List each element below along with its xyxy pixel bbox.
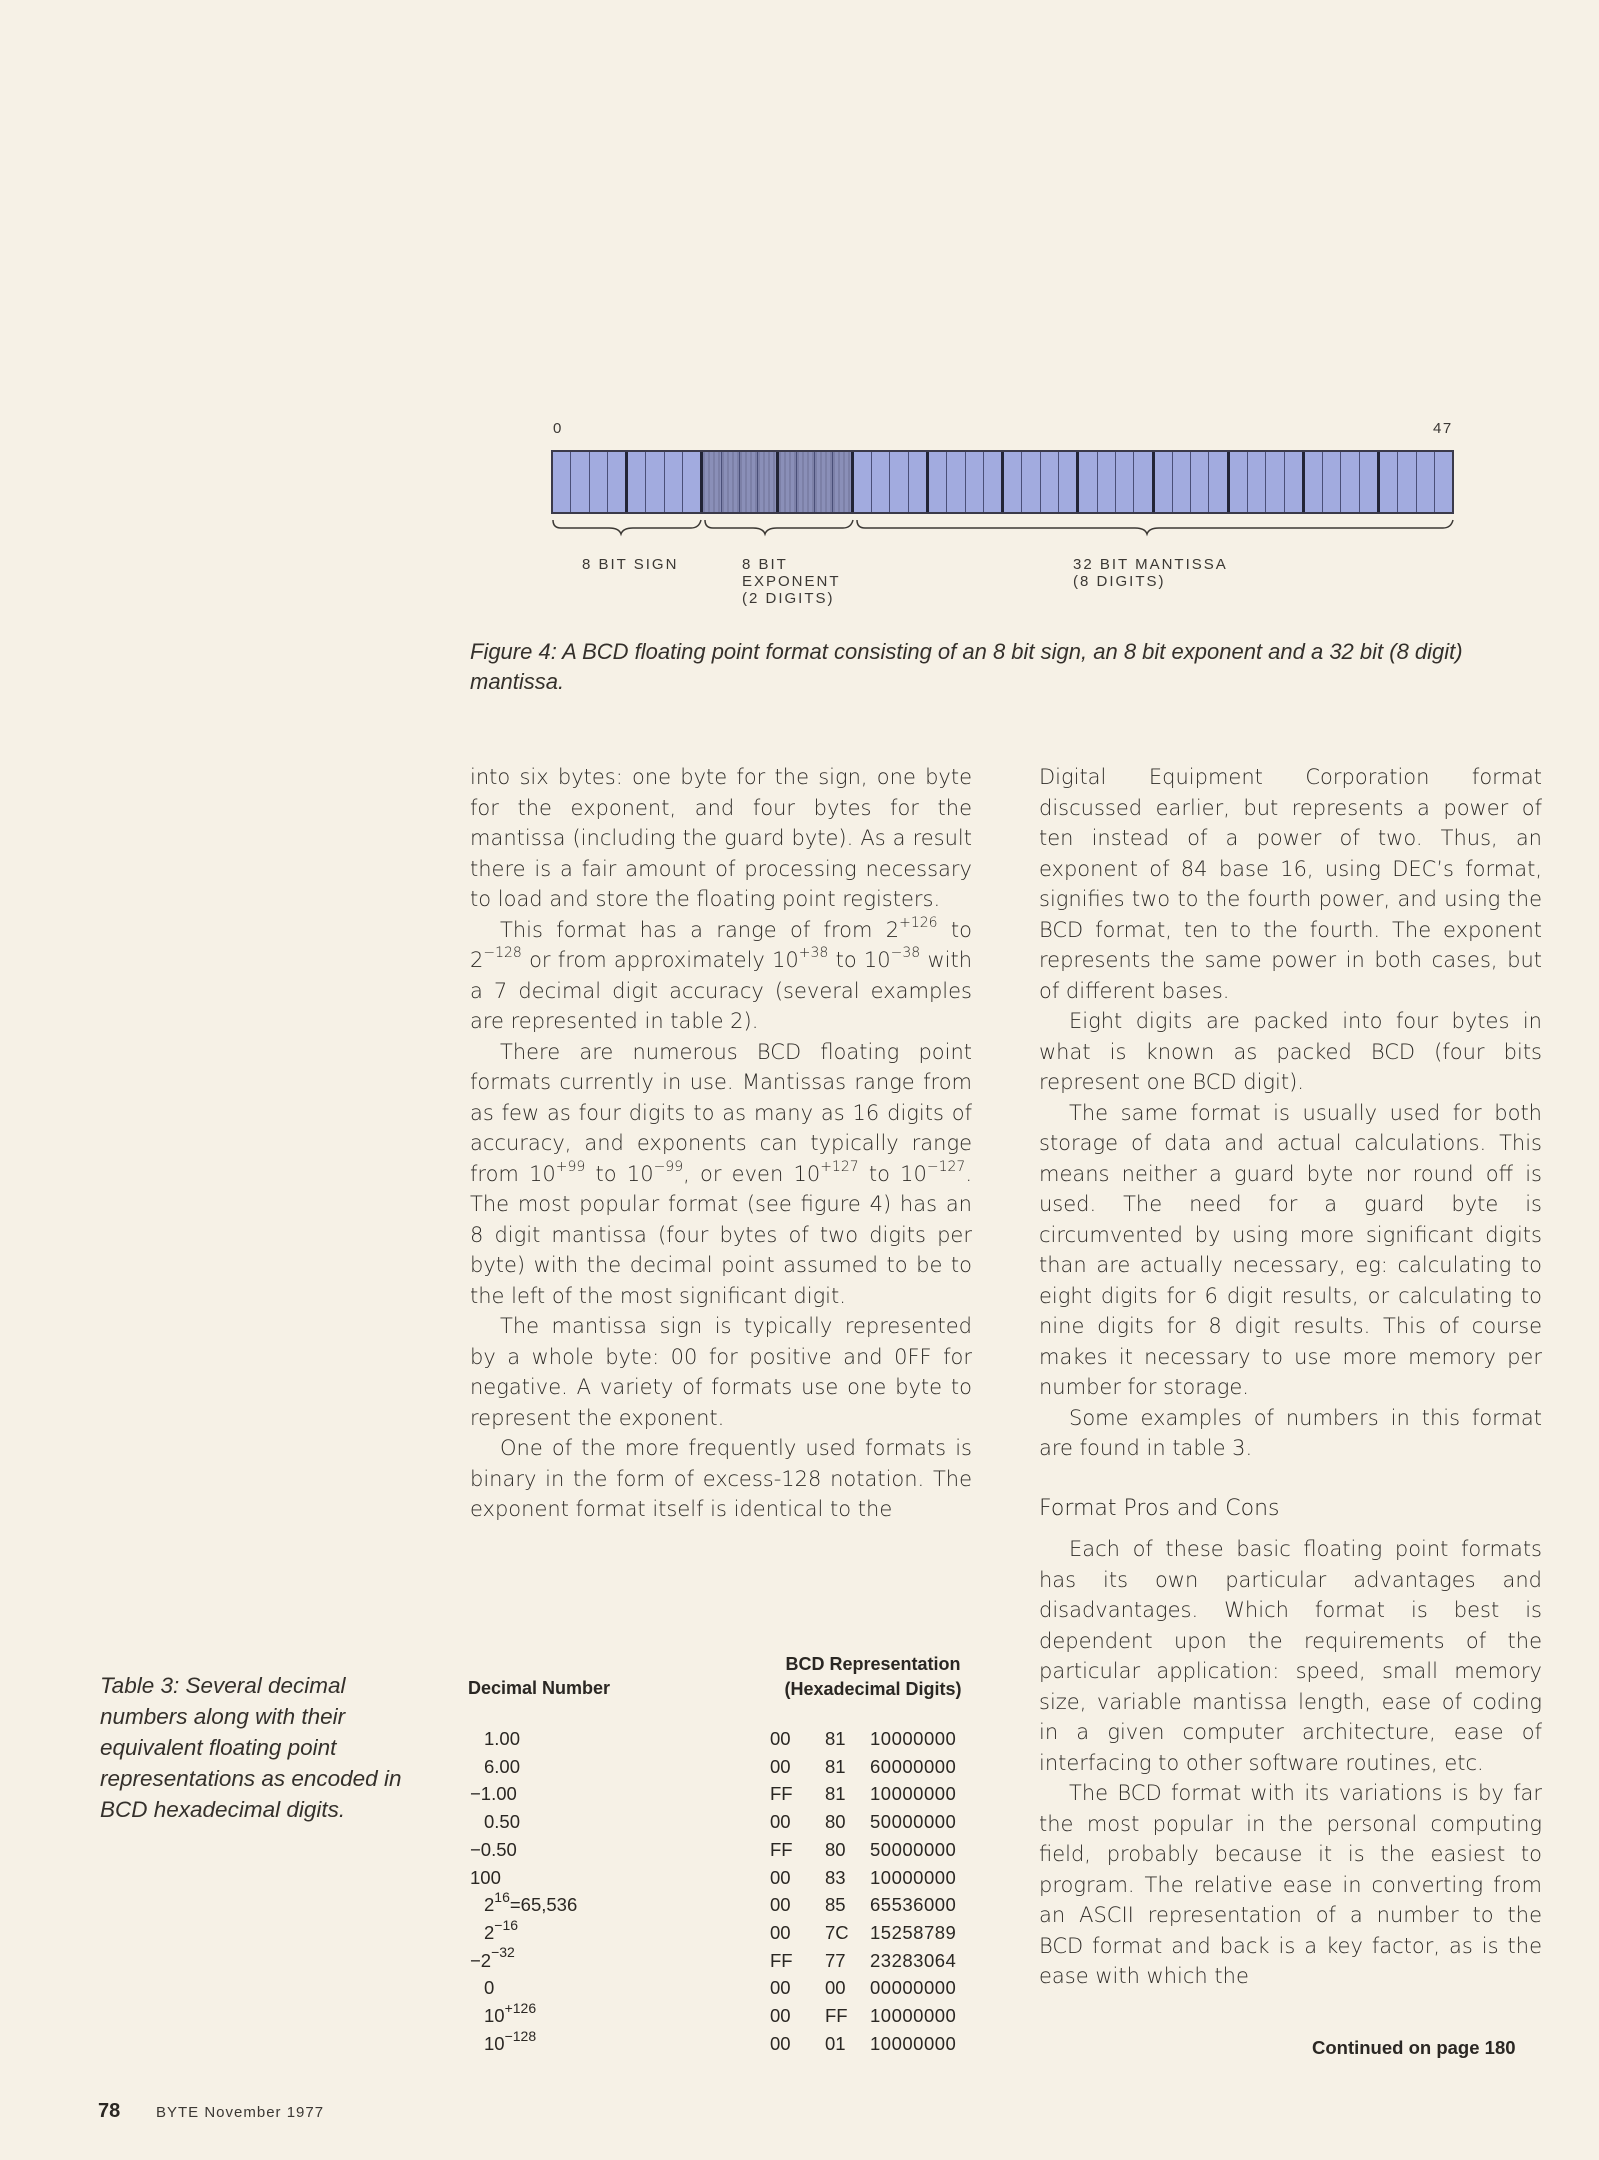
exponent-byte: 80 [825,1838,846,1860]
decimal-value: $2^{16}=65,536$ [484,1889,578,1916]
mantissa-digits: 23283064 [870,1949,957,1971]
mantissa-digits: 10000000 [870,1783,957,1805]
paragraph: This format has a range of from $2^{+126}$ to $2^{-128}$ or from approximately $10^{+38}$ to $10^{-38}$ with a 7 decimal digit accuracy (several examples are represented in table 2). [470,914,973,1033]
mantissa-digits: 65536000 [870,1894,957,1916]
bit-cell [1059,452,1079,512]
bit-cell [1191,452,1209,512]
bit-cell [1305,452,1323,512]
bit-cell [608,452,628,512]
bit-cell [1209,452,1229,512]
sign-byte: 00 [770,1755,791,1777]
table-row [470,1916,990,1950]
table-row [470,1867,990,1895]
paragraph: Some examples of numbers in this format are found in table 3. [1039,1405,1542,1460]
bit-cell [1417,452,1435,512]
bit-cell [740,452,758,512]
table-header-bcd-line: (Hexadecimal Digits) [784,1679,962,1699]
bit-cell [1079,452,1097,512]
bit-cell [683,452,703,512]
bit-cell [1323,452,1341,512]
page-number: 78 [98,2100,121,2122]
exponent-byte: 00 [825,1977,846,1999]
paragraph: There are numerous BCD floating point formats currently in use. Mantissas range from as few as four digits to as many as 16 digits of accuracy, and exponents can typically range from $10^{+99}$ to $10^{-99}$, or even $10^{+127}$ to $10^{-127}$. The most popular format (see figure 4) has an 8 digit mantissa (four bytes of two digits per byte) with the decimal point assumed to be to the left of the most significant digit. [470,1039,972,1308]
table-row [470,1756,990,1784]
exponent-byte: 85 [825,1894,846,1916]
bit-cell [1248,452,1266,512]
exponent-field-label [742,556,841,607]
decimal-value: −0.50 [470,1838,517,1860]
mantissa-digits: 10000000 [870,2005,957,2026]
exponent-byte: 7C [825,1921,849,1943]
table-caption: Table 3: Several decimal numbers along with their equivalent floating point representations as encoded in BCD hexadecimal digits. [100,1673,402,1822]
exponent-byte: 81 [825,1783,846,1805]
bit-cell [1435,452,1452,512]
section-heading: Format Pros and Cons [1039,1495,1280,1521]
bit-cell [947,452,965,512]
bit-cell [1266,452,1284,512]
bit-start-label: 0 [553,420,563,437]
paragraph: Digital Equipment Corporation format discussed earlier, but represents a power of ten instead of a power of two. Thus, an exponent of 84 base 16, using DEC’s format, signifies two to the fourth power, and using the BCD format, ten to the fourth. The exponent represents the same power in both cases, but of different bases. [1039,765,1542,1003]
decimal-value: 6.00 [484,1755,521,1777]
sign-byte: 00 [770,1921,791,1943]
bit-cell [1380,452,1398,512]
bit-cell [1398,452,1416,512]
figure-4 [545,420,1460,620]
bit-cell [646,452,664,512]
bit-cell [929,452,947,512]
bit-cell [966,452,984,512]
bit-cell [1360,452,1380,512]
bit-cell [909,452,929,512]
table-header-decimal: Decimal Number [468,1678,611,1698]
table-header-bcd [770,1652,976,1702]
exponent-byte: FF [825,2005,848,2026]
bit-field-bar [551,450,1454,514]
table-row [470,1811,990,1839]
exponent-byte: 81 [825,1728,846,1749]
decimal-value: $-2^{-32}$ [470,1944,515,1971]
mantissa-digits: 60000000 [870,1755,957,1777]
decimal-value: 1.00 [484,1728,521,1749]
exponent-brace [705,520,853,534]
mantissa-digits: 00000000 [870,1977,957,1999]
sign-byte: FF [770,1949,793,1971]
table-row [470,2027,990,2061]
decimal-value: 0 [484,1977,495,1999]
sign-byte: FF [770,1783,793,1805]
sign-byte: 00 [770,1977,791,1999]
sign-byte: FF [770,1838,793,1860]
mantissa-field-label [1073,556,1228,590]
exponent-byte: 83 [825,1866,846,1888]
bit-cell [890,452,908,512]
table-row [470,1944,990,1978]
continued-note: Continued on page 180 [1312,2037,1516,2058]
bit-end-label: 47 [1433,420,1453,437]
field-braces [545,518,1460,538]
bit-cell [833,452,853,512]
decimal-value: $10^{+126}$ [484,1999,537,2026]
exponent-label-line: (2 DIGITS) [742,590,835,607]
bit-cell [628,452,646,512]
bit-cell [1155,452,1173,512]
decimal-value: −1.00 [470,1783,517,1805]
sign-byte: 00 [770,1728,791,1749]
bit-cell [1022,452,1040,512]
mantissa-label-line: 32 BIT MANTISSA [1073,556,1228,573]
bit-cell [1004,452,1022,512]
bit-cell [854,452,872,512]
sign-field-label: 8 BIT SIGN [582,556,679,573]
bit-cell [779,452,797,512]
exponent-byte: 81 [825,1755,846,1777]
bit-cell [1341,452,1359,512]
table-row [470,1839,990,1867]
paragraph: The same format is usually used for both storage of data and actual calculations. This means neither a guard byte nor round off is used. The need for a guard byte is circumvented by using more significant digits than are actually necessary, eg: calculating to eight digits for 6 digit results, or calculating to nine digits for 8 digit results. This of course makes it necessary to use more memory per number for storage. [1039,1100,1542,1399]
figure-caption: Figure 4: A BCD floating point format consisting of an 8 bit sign, an 8 bit exponent and a 32 bit (8 digit) mantissa. [470,639,1463,694]
decimal-value: 0.50 [484,1811,521,1833]
decimal-value: 100 [470,1866,501,1888]
bit-cell [703,452,721,512]
bit-cell [1041,452,1059,512]
exponent-byte: 80 [825,1811,846,1833]
right-column [1039,762,1542,1992]
bit-cell [872,452,890,512]
mantissa-digits: 10000000 [870,1728,957,1749]
table-row [470,1977,990,2005]
bit-cell [1098,452,1116,512]
exponent-label-line: 8 BIT [742,556,788,573]
exponent-byte: 77 [825,1949,846,1971]
sign-byte: 00 [770,1894,791,1916]
sign-brace [553,520,701,534]
publication-name: BYTE November 1977 [156,2104,325,2121]
mantissa-digits: 50000000 [870,1838,957,1860]
bit-cell [1134,452,1154,512]
sign-byte: 00 [770,1811,791,1833]
paragraph: into six bytes: one byte for the sign, one byte for the exponent, and four bytes for the mantissa (including the guard byte). As a result there is a fair amount of processing necessary to load and store the floating point registers. [470,765,972,911]
mantissa-digits: 50000000 [870,1811,957,1833]
table-header-bcd-line: BCD Representation [785,1654,961,1674]
mantissa-digits: 10000000 [870,2032,957,2054]
paragraph: Each of these basic floating point formats has its own particular advantages and disadvantages. Which format is best is dependent upon the requirements of the particular application: speed, small memory size, variable mantissa length, ease of coding in a given computer architecture, ease of interfacing to other software routines, etc. [1039,1537,1542,1775]
table-row [470,1889,990,1922]
bit-cell [722,452,740,512]
paragraph: One of the more frequently used formats is binary in the form of excess-128 notation. The exponent format itself is identical to the [470,1436,972,1521]
bit-cell [1285,452,1305,512]
bit-cell [1173,452,1191,512]
bit-cell [1116,452,1134,512]
mantissa-digits: 10000000 [870,1866,957,1888]
table-row [470,1783,990,1811]
decimal-value: $10^{-128}$ [484,2027,537,2054]
bit-cell [553,452,571,512]
bit-cell [797,452,815,512]
paragraph: Eight digits are packed into four bytes in what is known as packed BCD (four bits represent one BCD digit). [1039,1009,1542,1094]
paragraph: The BCD format with its variations is by far the most popular in the personal computing field, probably because it is the easiest to program. The relative ease in converting from an ASCII representation of a number to the BCD format and back is a key factor, as is the ease with which the [1039,1781,1542,1988]
sign-byte: 00 [770,1866,791,1888]
table-row [470,1728,990,1756]
table-row [470,1999,990,2033]
paragraph: The mantissa sign is typically represented by a whole byte: 00 for positive and 0FF for negative. A variety of formats use one byte to represent the exponent. [470,1314,972,1430]
mantissa-label-line: (8 DIGITS) [1073,573,1166,590]
bit-cell [1230,452,1248,512]
mantissa-brace [857,520,1453,534]
table-body [470,1728,990,2068]
exponent-byte: 01 [825,2032,846,2054]
mantissa-digits: 15258789 [870,1921,957,1943]
bit-cell [984,452,1004,512]
sign-byte: 00 [770,2005,791,2026]
bit-cell [665,452,683,512]
bit-cell [590,452,608,512]
decimal-value: $2^{-16}$ [484,1916,519,1943]
bit-cell [758,452,778,512]
left-column [470,762,972,1525]
exponent-label-line: EXPONENT [742,573,841,590]
bit-cell [815,452,833,512]
sign-byte: 00 [770,2032,791,2054]
bit-cell [571,452,589,512]
